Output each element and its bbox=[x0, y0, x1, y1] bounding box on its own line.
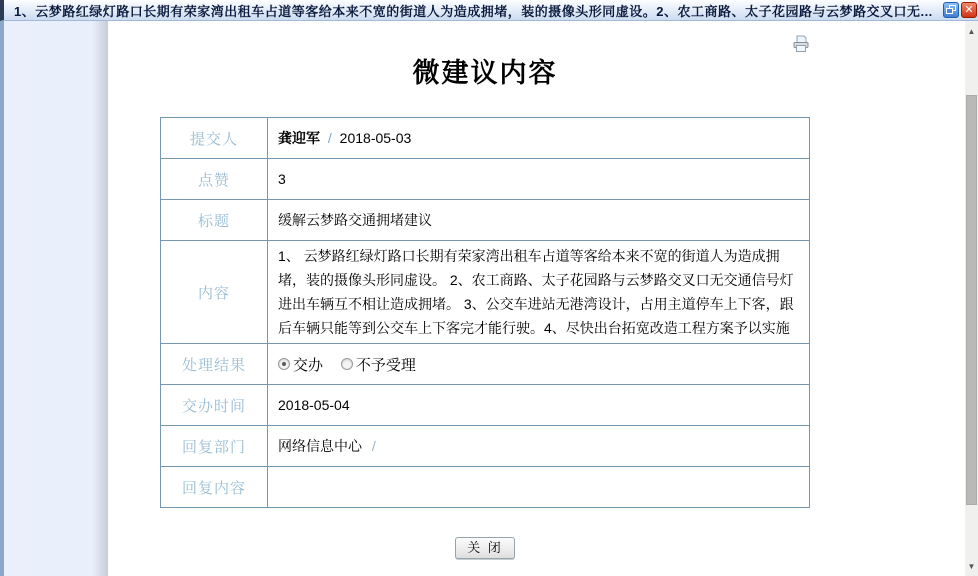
reply-dept-label: 回复部门 bbox=[161, 426, 268, 467]
content-wrapper bbox=[160, 21, 810, 559]
close-dialog-button[interactable]: 关 闭 bbox=[455, 537, 515, 559]
assign-time-value: 2018-05-04 bbox=[268, 385, 810, 426]
restore-window-button[interactable] bbox=[943, 2, 959, 18]
table-row-likes bbox=[161, 159, 810, 200]
table-row-title bbox=[161, 200, 810, 241]
reply-content-label: 回复内容 bbox=[161, 467, 268, 508]
table-row-submitter bbox=[161, 118, 810, 159]
reply-dept-separator: / bbox=[371, 438, 376, 454]
panel-shadow bbox=[92, 21, 108, 576]
page-title: 微建议内容 bbox=[412, 58, 558, 88]
assign-time-label: 交办时间 bbox=[161, 385, 268, 426]
content-label: 内容 bbox=[161, 241, 268, 344]
radio-option-assign-label: 交办 bbox=[293, 356, 324, 374]
submitter-separator: / bbox=[327, 130, 332, 146]
window-titlebar bbox=[0, 0, 978, 21]
radio-option-reject-label: 不予受理 bbox=[355, 356, 416, 374]
suggestion-detail-table bbox=[160, 117, 810, 508]
close-window-button[interactable] bbox=[961, 2, 977, 18]
submit-date: 2018-05-03 bbox=[339, 130, 412, 146]
restore-icon bbox=[946, 5, 957, 15]
content-value: 1、 云梦路红绿灯路口长期有荣家湾出租车占道等客给本来不宽的街道人为造成拥堵，装的摄像头形同虚设。 2、农工商路、太子花园路与云梦路交叉口无交通信号灯进出车辆互不相让造成拥堵。 3、公交车进站无港湾设计，占用主道停车上下客，跟后车辆只能等到公交车上下客完才能行驶。4、尽快出台拓宽改造工程方案予以实施 bbox=[268, 241, 810, 344]
close-icon: ✕ bbox=[964, 3, 974, 16]
title-label: 标题 bbox=[161, 200, 268, 241]
radio-icon bbox=[278, 358, 290, 370]
window-left-border bbox=[0, 21, 4, 576]
printer-icon bbox=[792, 35, 810, 53]
window-title: 1、云梦路红绿灯路口长期有荣家湾出租车占道等客给本来不宽的街道人为造成拥堵，装的摄像头形同虚设。2、农工商路、太子花园路与云梦路交叉口无... bbox=[14, 3, 933, 19]
reply-dept-name: 网络信息中心 bbox=[278, 438, 362, 454]
table-row-content bbox=[161, 241, 810, 344]
table-row-reply-content bbox=[161, 467, 810, 508]
radio-option-reject[interactable] bbox=[341, 354, 416, 375]
radio-icon bbox=[341, 358, 353, 370]
likes-label: 点赞 bbox=[161, 159, 268, 200]
scroll-up-icon[interactable]: ▲ bbox=[967, 27, 976, 36]
vertical-scrollbar[interactable] bbox=[965, 21, 978, 576]
result-value bbox=[268, 344, 810, 385]
submitter-label: 提交人 bbox=[161, 118, 268, 159]
reply-dept-value bbox=[268, 426, 810, 467]
button-row bbox=[160, 537, 810, 559]
scroll-down-icon[interactable]: ▼ bbox=[967, 562, 976, 571]
submitter-value bbox=[268, 118, 810, 159]
table-row-reply-dept bbox=[161, 426, 810, 467]
table-row-assign-time bbox=[161, 385, 810, 426]
content-panel bbox=[108, 21, 965, 576]
likes-value: 3 bbox=[268, 159, 810, 200]
print-button[interactable] bbox=[792, 35, 810, 53]
reply-content-value bbox=[268, 467, 810, 508]
table-row-result bbox=[161, 344, 810, 385]
result-label: 处理结果 bbox=[161, 344, 268, 385]
radio-option-assign[interactable] bbox=[278, 354, 323, 375]
title-value: 缓解云梦路交通拥堵建议 bbox=[268, 200, 810, 241]
submitter-name: 龚迎军 bbox=[278, 130, 320, 146]
scrollbar-thumb[interactable] bbox=[966, 95, 977, 505]
